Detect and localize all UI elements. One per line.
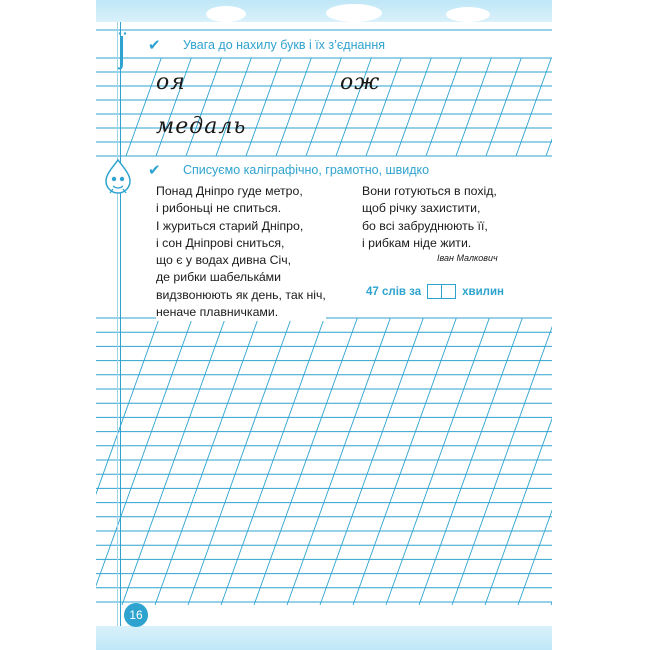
poem-author: Іван Малкович [437, 253, 498, 263]
poem-column-2 [362, 183, 497, 252]
slant-line [456, 58, 491, 156]
slant-line [516, 58, 551, 156]
practice-pair: оя [156, 70, 186, 95]
slant-line [186, 58, 221, 156]
slant-line [246, 58, 281, 156]
letter-i-icon [116, 32, 132, 72]
poem-line: щоб річку захистити, [362, 201, 481, 216]
poem-line: бо всі забруднюють її, [362, 218, 488, 233]
poem-line: що є у водах дивна Січ, [156, 253, 292, 268]
counter-unit: хвилин [462, 285, 504, 298]
workbook-page [96, 0, 552, 650]
check-icon: ✔ [148, 36, 161, 54]
poem-line: І журиться старий Дніпро, [156, 218, 304, 233]
poem-line: Понад Дніпро гуде метро, [156, 184, 303, 198]
poem-column-1 [156, 183, 326, 321]
word-count-timer [363, 283, 507, 300]
check-icon: ✔ [148, 161, 161, 179]
sky-footer [96, 626, 552, 650]
margin-line [117, 22, 118, 626]
calligraphy-grid [96, 0, 552, 650]
slant-line [396, 58, 431, 156]
page-number: 16 [124, 603, 148, 627]
poem-line: і сон Дніпрові сниться, [156, 235, 285, 250]
minutes-boxes[interactable] [427, 284, 456, 299]
slant-line [486, 58, 521, 156]
slant-line [276, 58, 311, 156]
poem-line: і рибоньці не спиться. [156, 201, 282, 216]
mascot-droplet-icon [103, 159, 133, 195]
task-title: Списуємо каліграфічно, грамотно, швидко [180, 163, 432, 177]
slant-line [546, 58, 552, 156]
poem-line: Вони готуються в похід, [362, 184, 497, 198]
slant-line [306, 58, 341, 156]
practice-word: медаль [156, 114, 247, 139]
poem-line: неначе плавничками. [156, 305, 279, 320]
poem-line: де рибки шабелькáми [156, 270, 282, 285]
poem-line: видзвонюють як день, так ніч, [156, 287, 326, 302]
margin-line [120, 22, 121, 626]
slant-line [426, 58, 461, 156]
poem-line: і рибкам ніде жити. [362, 235, 472, 250]
counter-label: 47 слів за [366, 285, 422, 298]
practice-pair: ож [340, 70, 381, 95]
task-title: Увага до нахилу букв і їх з’єднання [180, 38, 388, 52]
slant-line [216, 58, 251, 156]
